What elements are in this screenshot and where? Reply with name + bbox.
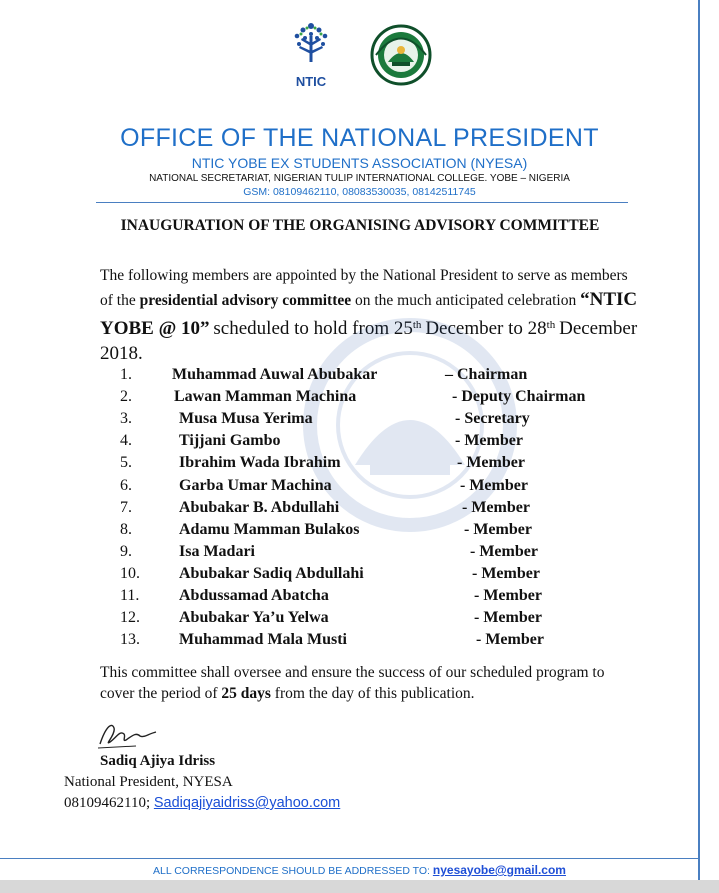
member-number: 10.	[120, 564, 140, 582]
member-name: Abubakar Ya’u Yelwa	[179, 609, 329, 627]
member-role: - Member	[457, 454, 525, 472]
intro-text-5: December 2018.	[100, 318, 638, 365]
header-divider	[96, 202, 628, 203]
member-row	[0, 541, 719, 563]
association-name: NTIC YOBE EX STUDENTS ASSOCIATION (NYESA)	[191, 155, 528, 171]
member-number: 3.	[120, 410, 132, 428]
member-role: - Member	[474, 609, 542, 627]
member-name: Isa Madari	[179, 542, 255, 560]
member-name: Abdussamad Abatcha	[179, 587, 329, 604]
member-name: Garba Umar Machina	[179, 476, 332, 494]
member-number: 9.	[120, 542, 132, 560]
member-role: - Member	[470, 542, 538, 560]
member-row	[0, 430, 719, 452]
member-role: - Member	[464, 520, 532, 538]
closing-text-1: This committee shall oversee and ensure the success of our scheduled program to cover the period of	[100, 664, 605, 702]
member-name: Tijjani Gambo	[179, 432, 281, 450]
member-name: Musa Musa Yerima	[179, 410, 313, 428]
member-number: 12.	[120, 609, 140, 627]
event-name: “NTIC YOBE @ 10”	[100, 289, 638, 340]
member-role: - Member	[476, 631, 544, 649]
member-name: Muhammad Mala Musti	[179, 631, 347, 649]
footer-email-link[interactable]: nyesayobe@gmail.com	[432, 863, 566, 877]
handwritten-signature	[96, 718, 160, 752]
member-number: 1.	[120, 366, 132, 383]
signatory-email-link[interactable]: Sadiqajiyaidriss@yahoo.com	[153, 795, 341, 811]
ntic-tree-icon	[291, 22, 331, 70]
intro-text-3: scheduled to hold from 25	[213, 318, 413, 340]
member-number: 13.	[120, 631, 140, 649]
logo-text: NTIC	[295, 74, 327, 89]
member-row	[0, 497, 719, 519]
member-number: 8.	[120, 520, 132, 538]
bottom-strip	[0, 880, 719, 893]
member-number: 4.	[120, 432, 132, 450]
member-row	[0, 386, 719, 408]
ntic-logo	[283, 22, 339, 92]
member-row	[0, 364, 719, 386]
signatory-contact	[64, 795, 340, 812]
member-name: Lawan Mamman Machina	[174, 388, 357, 406]
member-row	[0, 607, 719, 629]
member-number: 11.	[120, 587, 140, 604]
closing-paragraph	[100, 662, 630, 704]
signatory-title: National President, NYESA	[64, 774, 233, 790]
closing-days: 25 days	[221, 685, 271, 702]
member-row	[0, 629, 719, 651]
member-number: 6.	[120, 476, 132, 494]
superscript-th-1: th	[412, 319, 422, 331]
member-role: - Member	[472, 564, 540, 582]
correspondence-footer	[0, 863, 719, 877]
page-border-bottom	[0, 858, 700, 859]
document-title: INAUGURATION OF THE ORGANISING ADVISORY COMMITTEE	[120, 217, 600, 234]
member-role: - Member	[460, 476, 528, 494]
member-row	[0, 563, 719, 585]
member-name: Abubakar B. Abdullahi	[179, 498, 340, 516]
member-name: Muhammad Auwal Abubakar	[172, 366, 378, 383]
closing-text-2: from the day of this publication.	[274, 685, 475, 702]
office-title: OFFICE OF THE NATIONAL PRESIDENT	[120, 124, 599, 152]
superscript-th-2: th	[546, 319, 556, 331]
secretariat-address: NATIONAL SECRETARIAT, NIGERIAN TULIP INTERNATIONAL COLLEGE. YOBE – NIGERIA	[149, 173, 570, 184]
association-seal-icon	[370, 24, 432, 86]
intro-text-1: The following members are appointed by the National President to serve as members of the	[100, 267, 628, 309]
member-number: 5.	[120, 454, 132, 472]
intro-text-4: December to 28	[425, 318, 547, 340]
signatory-name: Sadiq Ajiya Idriss	[100, 753, 216, 769]
member-name: Abubakar Sadiq Abdullahi	[179, 564, 364, 582]
member-role: - Secretary	[455, 410, 530, 428]
member-number: 2.	[120, 388, 132, 406]
member-row	[0, 519, 719, 541]
member-role: - Member	[474, 587, 542, 604]
member-role: - Member	[455, 432, 523, 450]
intro-text-2: on the much anticipated celebration	[355, 292, 577, 309]
member-row	[0, 452, 719, 474]
member-role: - Member	[462, 498, 530, 516]
member-role: - Deputy Chairman	[452, 388, 586, 406]
member-number: 7.	[120, 498, 132, 516]
member-row	[0, 585, 719, 607]
member-name: Ibrahim Wada Ibrahim	[179, 454, 341, 472]
member-row	[0, 408, 719, 430]
footer-text: ALL CORRESPONDENCE SHOULD BE ADDRESSED TO:	[153, 865, 430, 877]
member-row	[0, 475, 719, 497]
gsm-numbers: GSM: 08109462110, 08083530035, 08142511745	[243, 186, 476, 198]
signatory-phone: 08109462110;	[64, 795, 151, 811]
committee-name: presidential advisory committee	[139, 292, 352, 309]
member-role: – Chairman	[445, 366, 528, 383]
member-name: Adamu Mamman Bulakos	[179, 520, 360, 538]
